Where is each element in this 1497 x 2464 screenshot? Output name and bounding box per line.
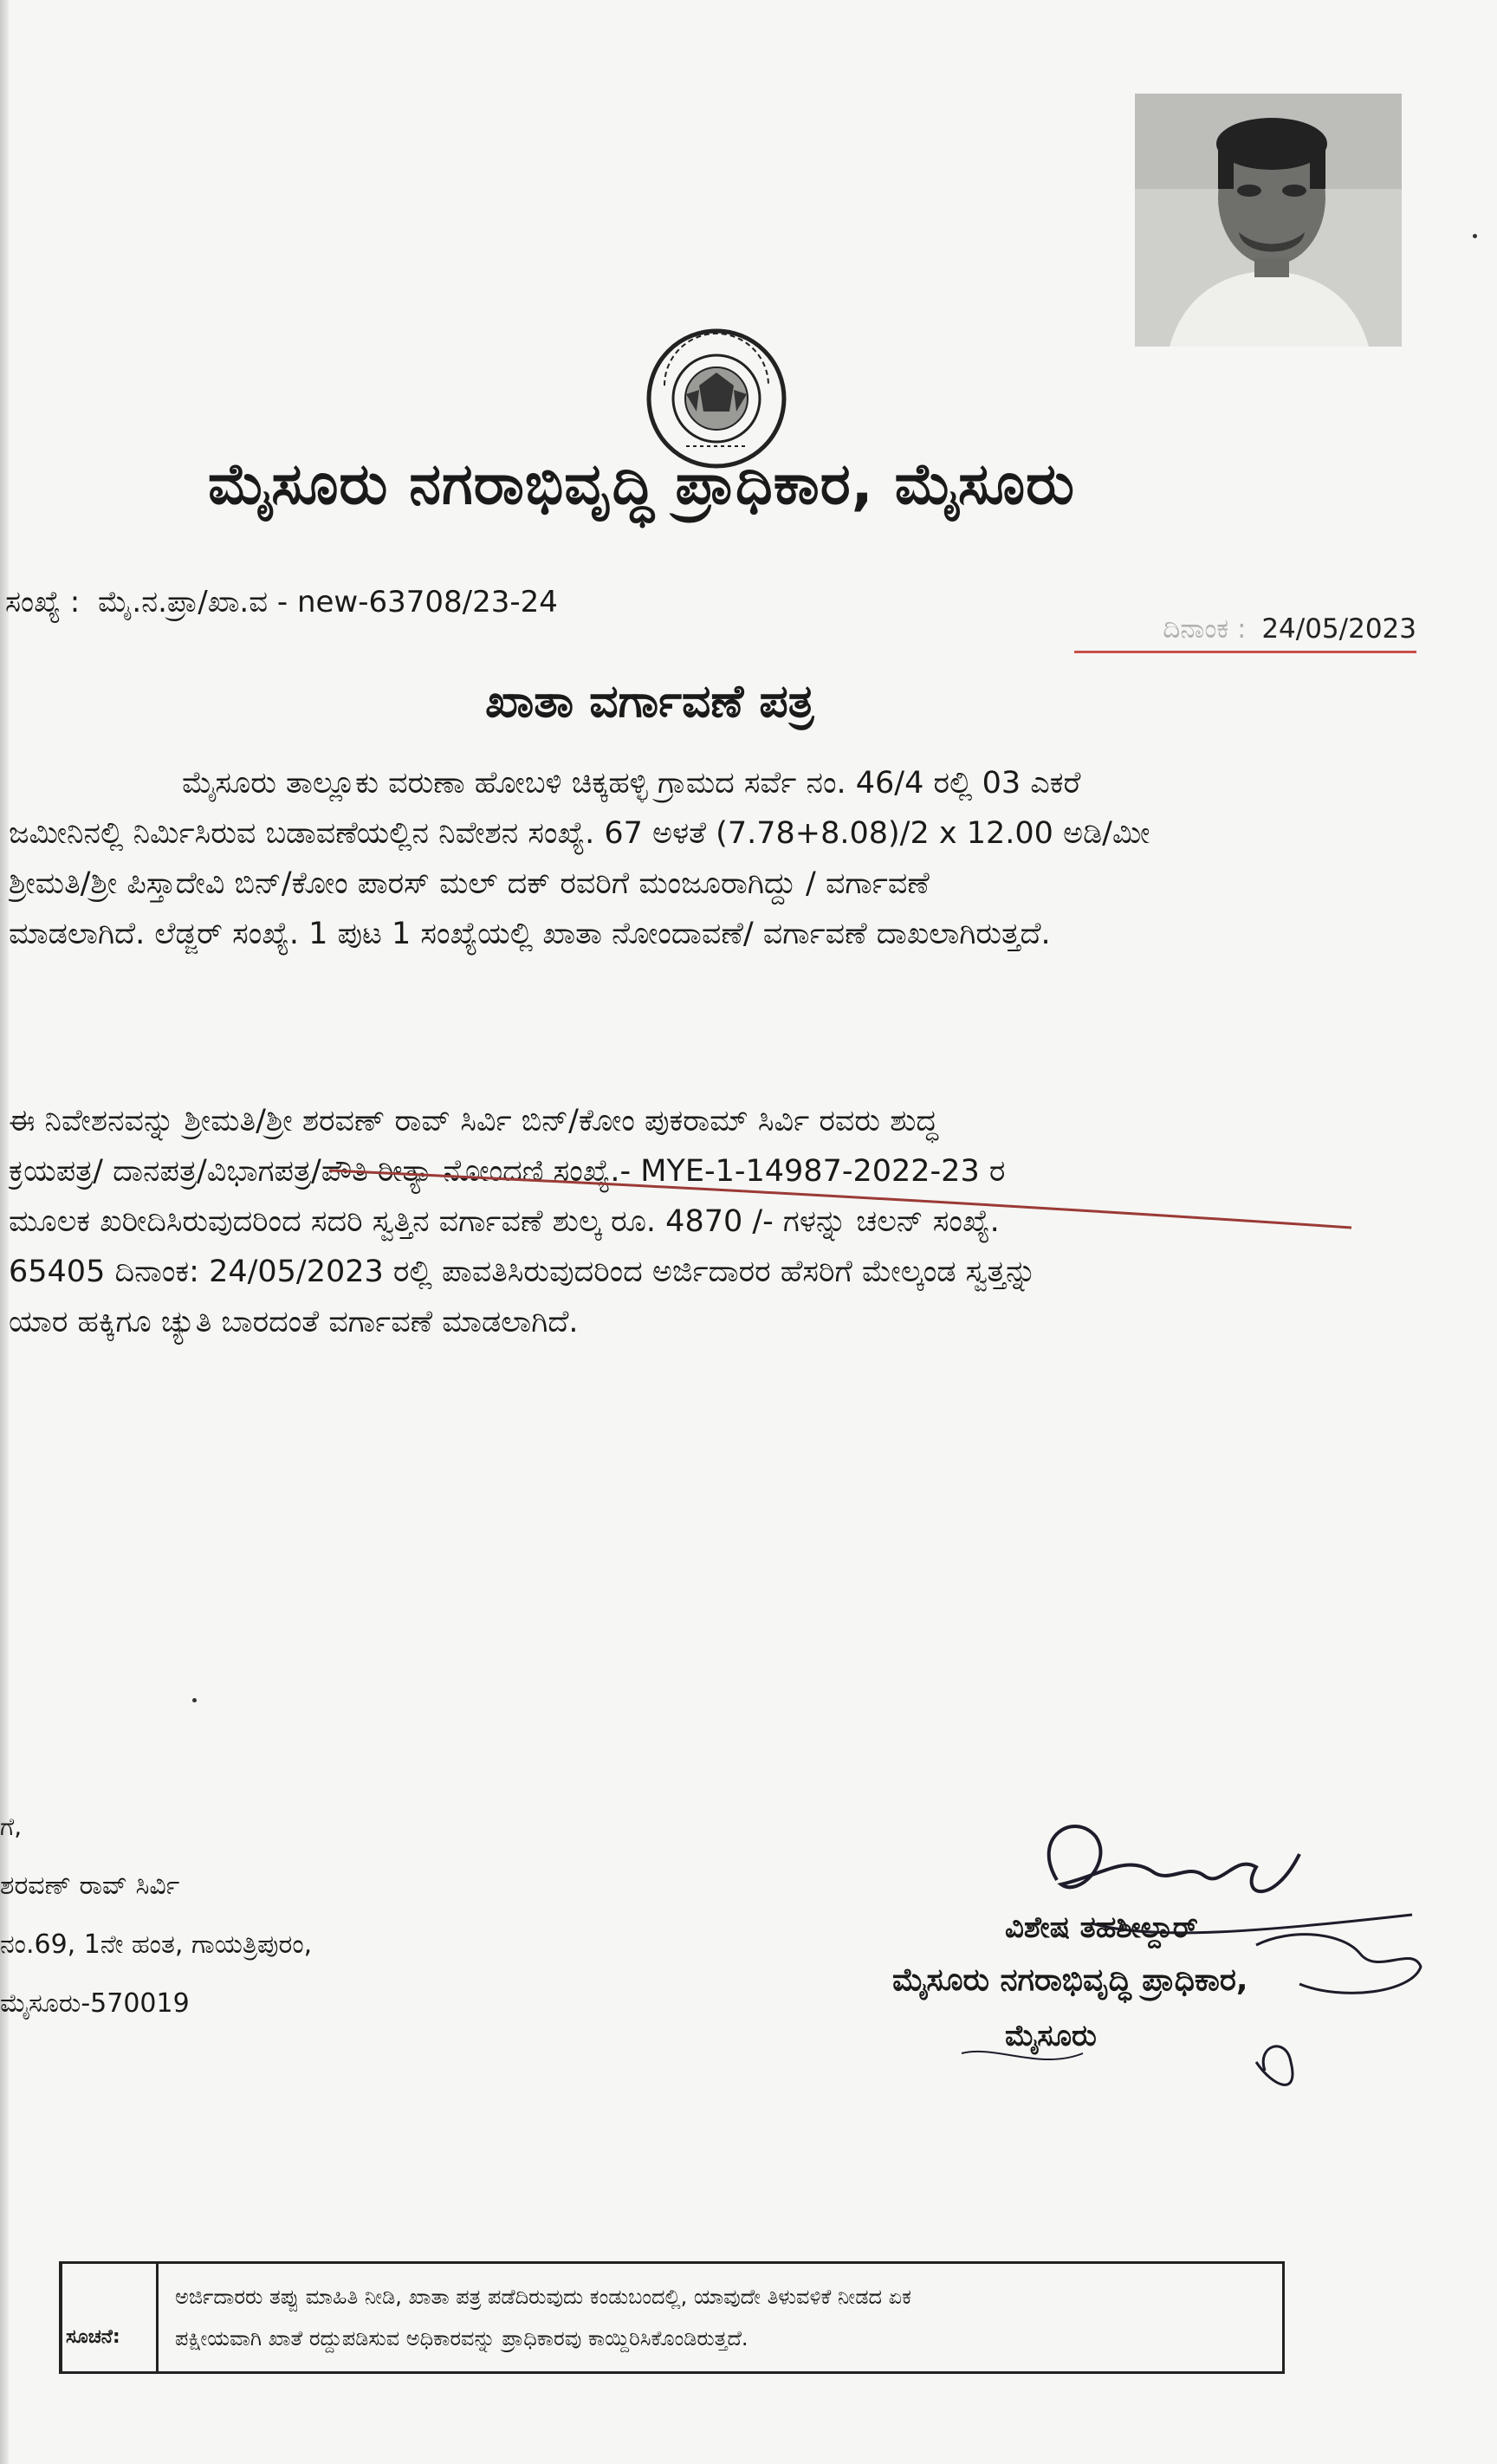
document-heading: ಖಾತಾ ವರ್ಗಾವಣೆ ಪತ್ರ (485, 676, 814, 728)
notice-line: ಪಕ್ಷೀಯವಾಗಿ ಖಾತೆ ರದ್ದುಪಡಿಸುವ ಅಧಿಕಾರವನ್ನು ಪ್ರಾಧಿಕಾರವು ಕಾಯ್ದಿರಿಸಿಕೊಂಡಿರುತ್ತದೆ. (175, 2326, 748, 2351)
date-label: ದಿನಾಂಕ : (1163, 613, 1247, 645)
reference-label: ಸಂಖ್ಯೆ : (5, 585, 81, 619)
paragraph-line: 65405 ದಿನಾಂಕ: 24/05/2023 ರಲ್ಲಿ ಪಾವತಿಸಿರುವುದರಿಂದ ಅರ್ಜಿದಾರರ ಹೆಸರಿಗೆ ಮೇಲ್ಕಂಡ ಸ್ವತ್ತನ್ನು (9, 1255, 1037, 1289)
signatory-designation: ವಿಶೇಷ ತಹಶೀಲ್ದಾರ್ (1005, 1910, 1198, 1945)
paragraph-line: ಶ್ರೀಮತಿ/ಶ್ರೀ ಪಿಸ್ತಾದೇವಿ ಬಿನ್/ಕೋಂ ಪಾರಸ್ ಮಲ್ ದಕ್ ರವರಿಗೆ ಮಂಜೂರಾಗಿದ್ದು / ವರ್ಗಾವಣೆ (9, 866, 930, 901)
applicant-photo-image (1135, 94, 1402, 347)
paragraph-line: ಈ ನಿವೇಶನವನ್ನು ಶ್ರೀಮತಿ/ಶ್ರೀ ಶರವಣ್ ರಾವ್ ಸಿರ್ವಿ ಬಿನ್/ಕೋಂ ಪುಕರಾಮ್ ಸಿರ್ವಿ ರವರು ಶುದ್ಧ (9, 1104, 938, 1138)
scan-speck (192, 1698, 197, 1702)
issue-date (1074, 613, 1416, 653)
addressee-name: ಶರವಣ್ ರಾವ್ ಸಿರ್ವಿ (0, 1871, 180, 1901)
organization-title: ಮೈಸೂರು ನಗರಾಭಿವೃದ್ಧಿ ಪ್ರಾಧಿಕಾರ, ಮೈಸೂರು (208, 451, 1075, 517)
red-pen-underline (329, 1165, 1351, 1235)
addressee-to: ಗೆ, (0, 1812, 23, 1841)
applicant-photo (1135, 94, 1402, 347)
paragraph-line: ಕ್ರಯಪತ್ರ/ ದಾನಪತ್ರ/ವಿಭಾಗಪತ್ರ/ಪೌತಿ ರೀತ್ಯಾ ನೋಂದಣಿ ಸಂಖ್ಯೆ.- MYE-1-14987-2022-23 ರ (9, 1154, 1006, 1189)
paragraph-line: ಮಾಡಲಾಗಿದೆ. ಲೆಡ್ಜರ್ ಸಂಖ್ಯೆ. 1 ಪುಟ 1 ಸಂಖ್ಯೆಯಲ್ಲಿ ಖಾತಾ ನೋಂದಾವಣೆ/ ವರ್ಗಾವಣೆ ದಾಖಲಾಗಿರುತ್ತದೆ. (9, 917, 1051, 951)
notice-box (59, 2261, 1285, 2374)
paragraph-line: ಮೈಸೂರು ತಾಲ್ಲೂಕು ವರುಣಾ ಹೋಬಳಿ ಚಿಕ್ಕಹಳ್ಳಿ ಗ್ರಾಮದ ಸರ್ವೆ ನಂ. 46/4 ರಲ್ಲಿ 03 ಎಕರೆ (182, 766, 1081, 801)
signature-block (892, 1802, 1464, 2114)
notice-line: ಅರ್ಜಿದಾರರು ತಪ್ಪು ಮಾಹಿತಿ ನೀಡಿ, ಖಾತಾ ಪತ್ರ ಪಡೆದಿರುವುದು ಕಂಡುಬಂದಲ್ಲಿ, ಯಾವುದೇ ತಿಳುವಳಿಕೆ ನೀಡದ ಏಕ (175, 2285, 911, 2309)
notice-text (175, 2276, 1275, 2359)
paragraph-line: ಮೂಲಕ ಖರೀದಿಸಿರುವುದರಿಂದ ಸದರಿ ಸ್ವತ್ತಿನ ವರ್ಗಾವಣೆ ಶುಲ್ಕ ರೂ. 4870 /- ಗಳನ್ನು ಚಲನ್ ಸಂಖ್ಯೆ. (9, 1204, 1000, 1239)
handwritten-signature (892, 1802, 1464, 2114)
date-value: 24/05/2023 (1261, 613, 1416, 645)
notice-divider (156, 2264, 159, 2371)
reference-value: ಮೈ.ನ.ಪ್ರಾ/ಖಾ.ವ - new-63708/23-24 (98, 585, 558, 619)
paragraph-allotment (9, 758, 1395, 959)
scan-speck (1473, 234, 1477, 238)
paragraph-line: ಜಮೀನಿನಲ್ಲಿ ನಿರ್ಮಿಸಿರುವ ಬಡಾವಣೆಯಲ್ಲಿನ ನಿವೇಶನ ಸಂಖ್ಯೆ. 67 ಅಳತೆ (7.78+8.08)/2 x 12.00 ಅಡಿ/ಮೀ (9, 816, 1150, 851)
scan-edge-shadow (0, 0, 9, 2464)
signatory-city: ಮೈಸೂರು (1005, 2019, 1097, 2053)
signatory-organization: ಮೈಸೂರು ನಗರಾಭಿವೃದ್ಧಿ ಪ್ರಾಧಿಕಾರ, (892, 1962, 1248, 1998)
addressee-address-line: ಮೈಸೂರು-570019 (0, 1988, 190, 2019)
notice-label: ಸೂಚನೆ: (66, 2326, 120, 2348)
reference-number (5, 585, 558, 619)
paragraph-line: ಯಾರ ಹಕ್ಕಿಗೂ ಚ್ಯುತಿ ಬಾರದಂತೆ ವರ್ಗಾವಣೆ ಮಾಡಲಾಗಿದೆ. (9, 1305, 579, 1339)
addressee-block (0, 1798, 312, 2033)
addressee-address-line: ನಂ.69, 1ನೇ ಹಂತ, ಗಾಯತ್ರಿಪುರಂ, (0, 1929, 313, 1960)
